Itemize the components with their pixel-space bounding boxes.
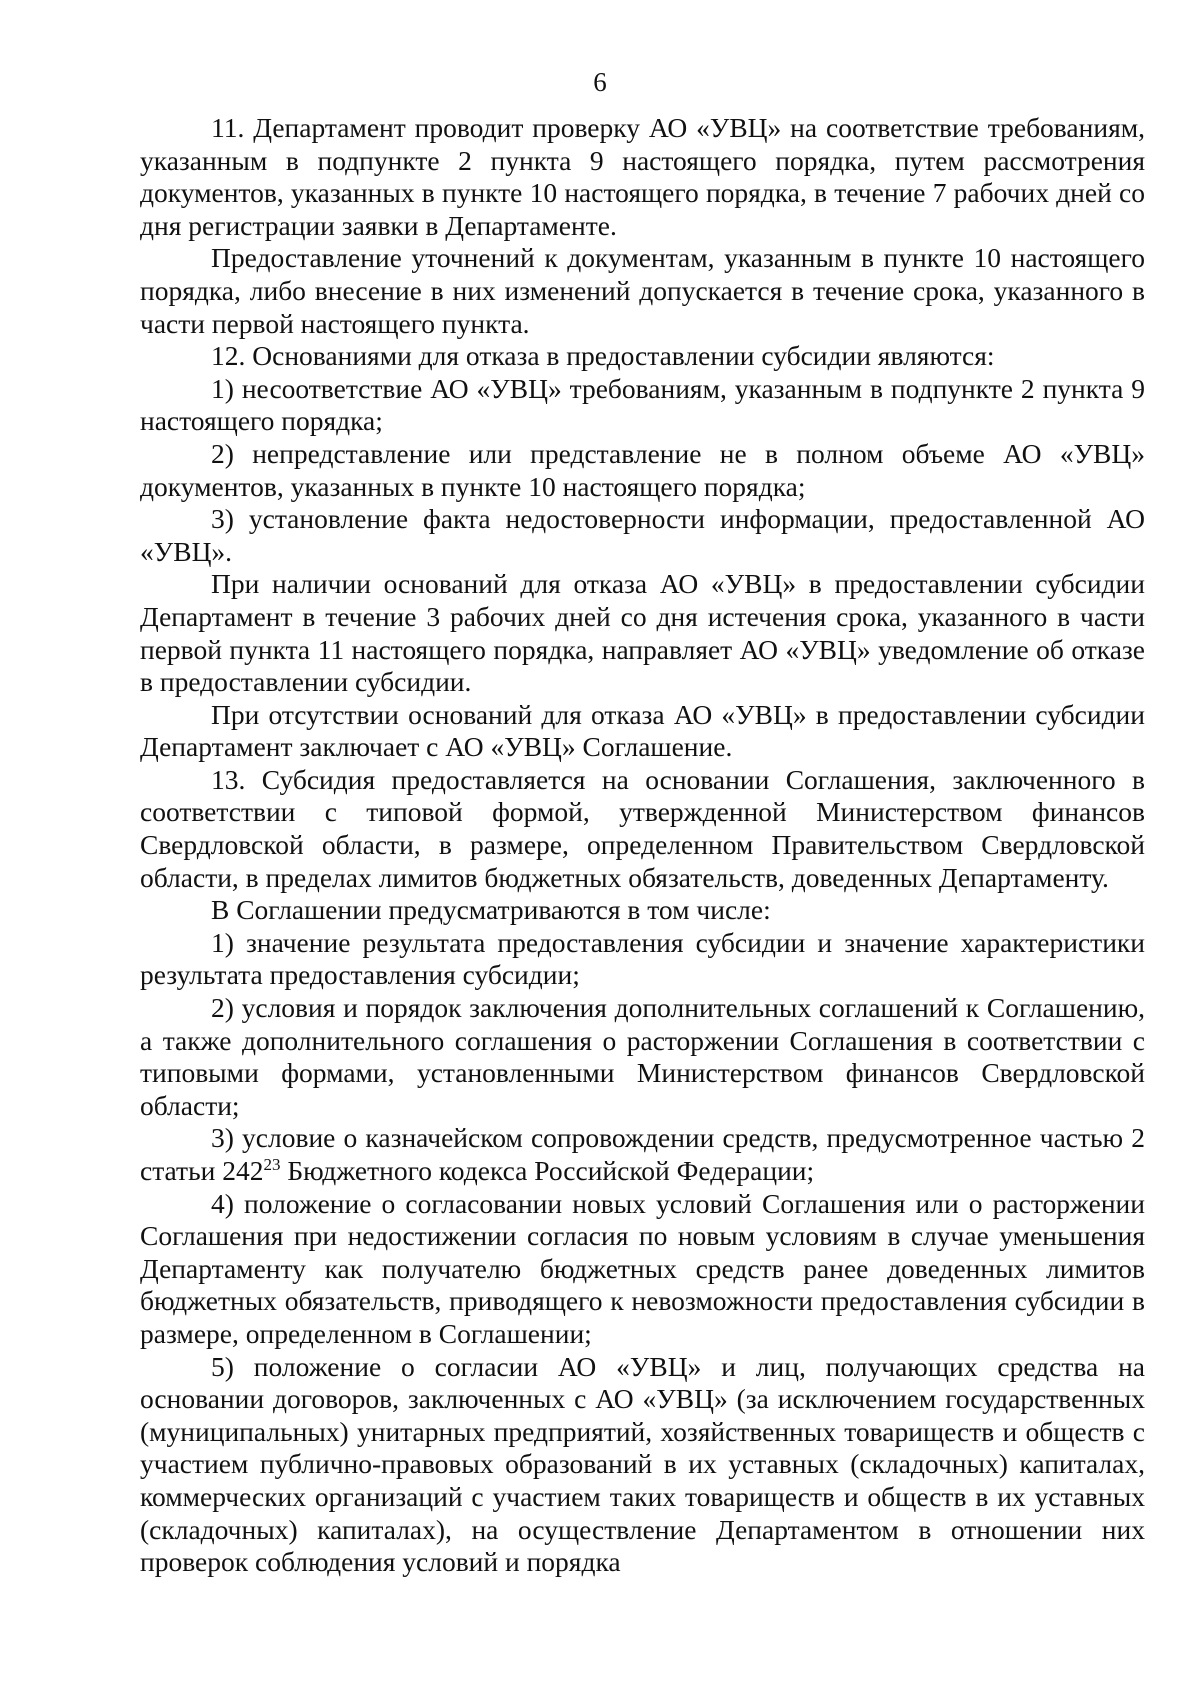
paragraph-12-item-2: 2) непредставление или представление не в полном объеме АО «УВЦ» документов, указанных в пункте 10 настоящего порядка; (140, 437, 1145, 502)
paragraph-13: 13. Субсидия предоставляется на основании Соглашения, заключенного в соответствии с типовой формой, утвержденной Министерством финансов Свердловской области, в размере, определенном Правительством Свердловской области, в пределах лимитов бюджетных обязательств, доведенных Департаменту. (140, 763, 1145, 893)
paragraph-provision-3 (140, 1122, 1145, 1187)
page-number: 6 (593, 67, 607, 97)
paragraph-12: 12. Основаниями для отказа в предоставлении субсидии являются: (211, 340, 995, 372)
paragraph-12-item-3: 3) установление факта недостоверности информации, предоставленной АО «УВЦ». (140, 503, 1145, 567)
paragraph-refusal-notice: При наличии оснований для отказа АО «УВЦ» в предоставлении субсидии Департамент в течение 3 рабочих дней со дня истечения срока, указанного в части первой пункта 11 настоящего порядка, направляет АО «УВЦ» уведомление об отказе в предоставлении субсидии. (140, 568, 1145, 698)
paragraph-provision-4: 4) положение о согласовании новых условий Соглашения или о расторжении Соглашения при недостижении согласия по новым условиям в случае уменьшения Департаменту как получателю бюджетных средств ранее доведенных лимитов бюджетных обязательств, приводящего к невозможности предоставления субсидии в размере, определенном в Соглашении; (140, 1187, 1145, 1349)
paragraph-provision-5: 5) положение о согласии АО «УВЦ» и лиц, получающих средства на основании договоров, заключенных с АО «УВЦ» (за исключением государственных (муниципальных) унитарных предприятий, хозяйственных товариществ и обществ с участием публично-правовых образований в их уставных (складочных) капиталах, коммерческих организаций с участием таких товариществ и обществ в их уставных (складочных) капиталах), на осуществление Департаментом в отношении них проверок соблюдения условий и порядка (140, 1350, 1145, 1578)
paragraph-agreement-conclusion: При отсутствии оснований для отказа АО «УВЦ» в предоставлении субсидии Департамент заключает с АО «УВЦ» Соглашение. (140, 698, 1145, 763)
article-superscript: 23 (263, 1154, 281, 1174)
paragraph-11: 11. Департамент проводит проверку АО «УВЦ» на соответствие требованиям, указанным в подпункте 2 пункта 9 настоящего порядка, путем рассмотрения документов, указанных в пункте 10 настоящего порядка, в течение 7 рабочих дней со дня регистрации заявки в Департаменте. (140, 112, 1145, 241)
provision-3-text-end: Бюджетного кодекса Российской Федерации; (280, 1155, 815, 1186)
document-body (140, 112, 1145, 1579)
provision-3-text-start: 3) условие о казначейском сопровождении средств, предусмотренное частью 2 статьи 242 (140, 1122, 1145, 1186)
paragraph-provision-2: 2) условия и порядок заключения дополнительных соглашений к Соглашению, а также дополнительного соглашения о расторжении Соглашения в соответствии с типовыми формами, установленными Министерством финансов Свердловской области; (140, 992, 1145, 1121)
paragraph-12-item-1: 1) несоответствие АО «УВЦ» требованиям, указанным в подпункте 2 пункта 9 настоящего порядка; (140, 372, 1145, 437)
paragraph-agreement-provisions: В Соглашении предусматриваются в том числе: (211, 894, 771, 926)
paragraph-11-clarifications: Предоставление уточнений к документам, указанным в пункте 10 настоящего порядка, либо внесение в них изменений допускается в течение срока, указанного в части первой настоящего пункта. (140, 242, 1145, 339)
paragraph-provision-1: 1) значение результата предоставления субсидии и значение характеристики результата предоставления субсидии; (140, 926, 1145, 991)
